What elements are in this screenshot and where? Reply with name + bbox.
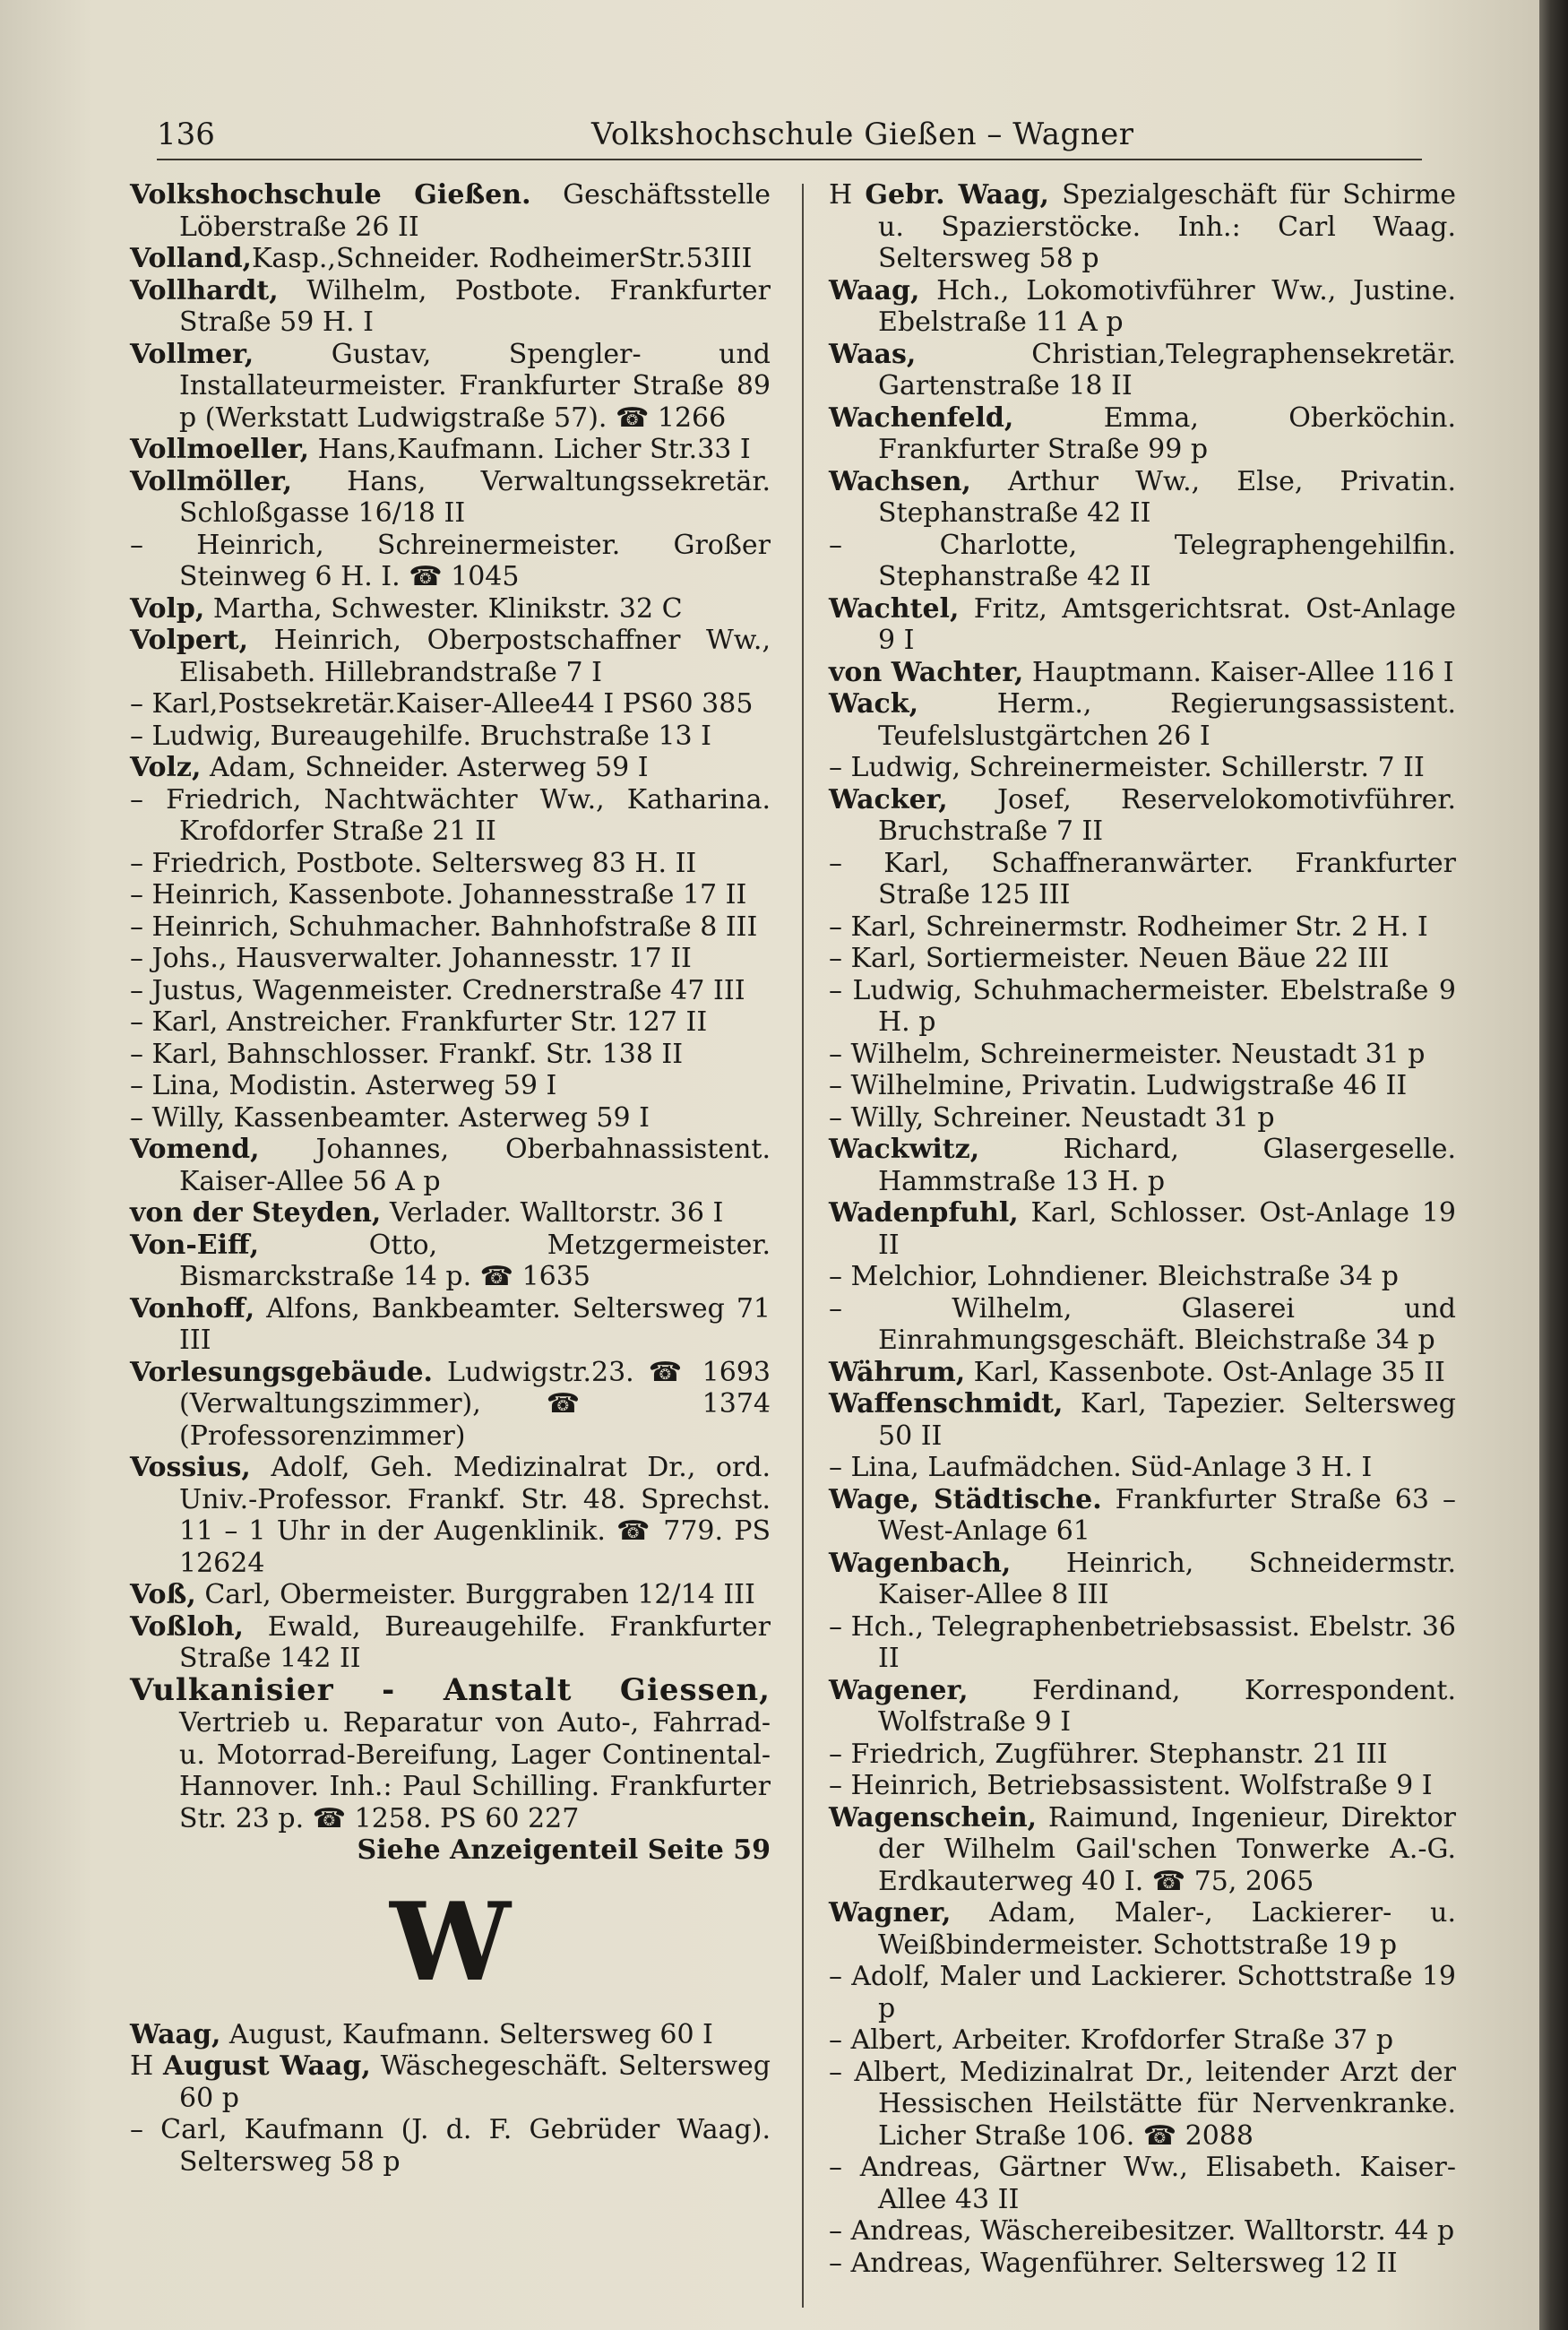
directory-entry: – Albert, Medizinalrat Dr., leitender Arzt der Hessischen Heilstätte für Nervenkranke. Licher Straße 106. ☎ 2088 <box>829 2056 1465 2152</box>
column-divider <box>802 184 804 2308</box>
directory-entry: Vonhoff, Alfons, Bankbeamter. Seltersweg 71 III <box>130 1292 780 1356</box>
directory-entry: – Hch., Telegraphenbetriebsassist. Ebelstr. 36 II <box>829 1610 1465 1674</box>
directory-entry: Wagener, Ferdinand, Korrespondent. Wolfstraße 9 I <box>829 1674 1465 1738</box>
directory-entry: – Albert, Arbeiter. Krofdorfer Straße 37 p <box>829 2024 1394 2056</box>
directory-entry: Wagenschein, Raimund, Ingenieur, Direktor der Wilhelm Gail'schen Tonwerke A.-G. Erdkauterweg 40 I. ☎ 75, 2065 <box>829 1801 1465 1897</box>
directory-entry: Vorlesungsgebäude. Ludwigstr.23. ☎ 1693 (Verwaltungszimmer), ☎ 1374 (Professorenzimmer) <box>130 1356 780 1452</box>
directory-entry: Vollmoeller, Hans,Kaufmann. Licher Str.33 I <box>130 434 751 465</box>
directory-entry: Volp, Martha, Schwester. Klinikstr. 32 C <box>130 592 683 625</box>
page-number: 136 <box>157 116 215 152</box>
directory-entry: von Wachter, Hauptmann. Kaiser-Allee 116 I <box>829 656 1454 688</box>
page-header <box>157 109 1422 160</box>
directory-entry: Voß, Carl, Obermeister. Burggraben 12/14 III <box>130 1579 755 1610</box>
directory-entry: – Wilhelm, Glaserei und Einrahmungsgeschäft. Bleichstraße 34 p <box>829 1292 1465 1356</box>
directory-entry: – Wilhelmine, Privatin. Ludwigstraße 46 II <box>829 1070 1408 1101</box>
directory-entry: Wack, Herm., Regierungsassistent. Teufelslustgärtchen 26 I <box>829 688 1465 752</box>
directory-entry: Vossius, Adolf, Geh. Medizinalrat Dr., ord. Univ.-Professor. Frankf. Str. 48. Sprechst. 11 – 1 Uhr in der Augenklinik. ☎ 779. PS 12624 <box>130 1452 780 1579</box>
header-rule <box>157 159 1422 160</box>
directory-entry: Wagenbach, Heinrich, Schneidermstr. Kaiser-Allee 8 III <box>829 1547 1465 1610</box>
directory-entry: Volz, Adam, Schneider. Asterweg 59 I <box>130 752 649 783</box>
directory-entry: Volpert, Heinrich, Oberpostschaffner Ww., Elisabeth. Hillebrandstraße 7 I <box>130 625 780 688</box>
directory-entry: – Melchior, Lohndiener. Bleichstraße 34 p <box>829 1261 1399 1292</box>
directory-entry: – Karl, Sortiermeister. Neuen Bäue 22 III <box>829 943 1390 974</box>
directory-entry: Währum, Karl, Kassenbote. Ost-Anlage 35 II <box>829 1356 1445 1388</box>
right-column <box>829 179 1465 2279</box>
directory-entry: H August Waag, Wäschegeschäft. Seltersweg 60 p <box>130 2050 780 2114</box>
directory-entry: – Karl, Schreinermstr. Rodheimer Str. 2 H. I <box>829 910 1428 943</box>
directory-entry: Waag, Hch., Lokomotivführer Ww., Justine. Ebelstraße 11 A p <box>829 274 1465 338</box>
advert-reference: Siehe Anzeigenteil Seite 59 <box>357 1834 771 1866</box>
directory-entry: – Karl, Anstreicher. Frankfurter Str. 127 II <box>130 1006 708 1038</box>
directory-entry: – Heinrich, Kassenbote. Johannesstraße 17 II <box>130 879 747 910</box>
directory-entry: Wagner, Adam, Maler-, Lackierer- u. Weißbindermeister. Schottstraße 19 p <box>829 1897 1465 1961</box>
directory-entry: H Gebr. Waag, Spezialgeschäft für Schirme u. Spazierstöcke. Inh.: Carl Waag. Seltersweg 58 p <box>829 179 1465 274</box>
directory-entry: – Andreas, Wagenführer. Seltersweg 12 II <box>829 2247 1398 2279</box>
directory-entry: Wacker, Josef, Reservelokomotivführer. Bruchstraße 7 II <box>829 783 1465 847</box>
directory-entry: – Charlotte, Telegraphengehilfin. Stephanstraße 42 II <box>829 529 1465 592</box>
directory-entry: – Karl, Bahnschlosser. Frankf. Str. 138 II <box>130 1038 684 1070</box>
directory-entry: Vollmer, Gustav, Spengler- und Installateurmeister. Frankfurter Straße 89 p (Werkstatt Ludwigstraße 57). ☎ 1266 <box>130 338 780 434</box>
directory-entry: von der Steyden, Verlader. Walltorstr. 36 I <box>130 1197 724 1229</box>
directory-entry: – Carl, Kaufmann (J. d. F. Gebrüder Waag). Seltersweg 58 p <box>130 2114 780 2178</box>
directory-entry: – Karl,Postsekretär.Kaiser-Allee44 I PS60 385 <box>130 688 754 720</box>
directory-entry: Wachtel, Fritz, Amtsgerichtsrat. Ost-Anlage 9 I <box>829 592 1465 656</box>
directory-entry: Von-Eiff, Otto, Metzgermeister. Bismarckstraße 14 p. ☎ 1635 <box>130 1229 780 1292</box>
directory-entry: Vollhardt, Wilhelm, Postbote. Frankfurter Straße 59 H. I <box>130 274 780 338</box>
directory-entry: – Andreas, Wäschereibesitzer. Walltorstr. 44 p <box>829 2215 1455 2247</box>
directory-entry: Wage, Städtische. Frankfurter Straße 63 – West-Anlage 61 <box>829 1483 1465 1547</box>
directory-entry: Vulkanisier - Anstalt Giessen, Vertrieb u. Reparatur von Auto-, Fahrrad- u. Motorrad-Bereifung, Lager Continental-Hannover. Inh.: Paul Schilling. Frankfurter Str. 23 p. ☎ 1258. PS 60 227 <box>130 1671 780 1834</box>
directory-entry: – Friedrich, Zugführer. Stephanstr. 21 III <box>829 1738 1388 1770</box>
section-letter: W <box>390 1878 511 2006</box>
directory-entry: Volkshochschule Gießen. Geschäftsstelle Löberstraße 26 II <box>130 179 780 243</box>
directory-entry: – Justus, Wagenmeister. Crednerstraße 47 III <box>130 974 745 1006</box>
directory-entry: – Johs., Hausverwalter. Johannesstr. 17 II <box>130 943 692 974</box>
directory-entry: Wackwitz, Richard, Glasergeselle. Hammstraße 13 H. p <box>829 1134 1465 1197</box>
directory-entry: – Adolf, Maler und Lackierer. Schottstraße 19 p <box>829 1961 1465 2024</box>
directory-entry: Voßloh, Ewald, Bureaugehilfe. Frankfurter Straße 142 II <box>130 1610 780 1674</box>
directory-entry: – Heinrich, Betriebsassistent. Wolfstraße 9 I <box>829 1770 1433 1801</box>
directory-entry: – Willy, Kassenbeamter. Asterweg 59 I <box>130 1101 650 1134</box>
directory-entry: – Heinrich, Schuhmacher. Bahnhofstraße 8 III <box>130 910 758 943</box>
directory-entry: Waas, Christian,Telegraphensekretär. Gartenstraße 18 II <box>829 338 1465 401</box>
directory-entry: – Ludwig, Bureaugehilfe. Bruchstraße 13 I <box>130 720 711 752</box>
directory-entry: – Friedrich, Postbote. Seltersweg 83 H. II <box>130 847 697 879</box>
directory-entry: Wachenfeld, Emma, Oberköchin. Frankfurter Straße 99 p <box>829 401 1465 465</box>
directory-entry: – Heinrich, Schreinermeister. Großer Steinweg 6 H. I. ☎ 1045 <box>130 529 780 592</box>
directory-entry: Wachsen, Arthur Ww., Else, Privatin. Stephanstraße 42 II <box>829 465 1465 529</box>
directory-entry: – Friedrich, Nachtwächter Ww., Katharina. Krofdorfer Straße 21 II <box>130 783 780 847</box>
directory-entry: – Lina, Laufmädchen. Süd-Anlage 3 H. I <box>829 1452 1373 1483</box>
book-gutter <box>1539 0 1568 2330</box>
directory-entry: – Lina, Modistin. Asterweg 59 I <box>130 1070 557 1101</box>
directory-entry: Waffenschmidt, Karl, Tapezier. Seltersweg 50 II <box>829 1388 1465 1452</box>
directory-entry: – Wilhelm, Schreinermeister. Neustadt 31 p <box>829 1038 1426 1070</box>
directory-entry: – Willy, Schreiner. Neustadt 31 p <box>829 1101 1275 1134</box>
directory-entry: Vomend, Johannes, Oberbahnassistent. Kaiser-Allee 56 A p <box>130 1134 780 1197</box>
directory-entry: Wadenpfuhl, Karl, Schlosser. Ost-Anlage 19 II <box>829 1197 1465 1261</box>
directory-entry: – Ludwig, Schuhmachermeister. Ebelstraße 9 H. p <box>829 974 1465 1038</box>
directory-entry: – Ludwig, Schreinermeister. Schillerstr. 7 II <box>829 752 1425 783</box>
directory-entry: Waag, August, Kaufmann. Seltersweg 60 I <box>130 2018 713 2050</box>
directory-entry: Volland,Kasp.,Schneider. RodheimerStr.53III <box>130 243 753 274</box>
directory-entry: Vollmöller, Hans, Verwaltungssekretär. Schloßgasse 16/18 II <box>130 465 780 529</box>
directory-entry: – Andreas, Gärtner Ww., Elisabeth. Kaiser-Allee 43 II <box>829 2152 1456 2215</box>
left-column <box>130 179 780 2178</box>
directory-entry: – Karl, Schaffneranwärter. Frankfurter Straße 125 III <box>829 847 1465 910</box>
running-title: Volkshochschule Gießen – Wagner <box>591 116 1134 152</box>
